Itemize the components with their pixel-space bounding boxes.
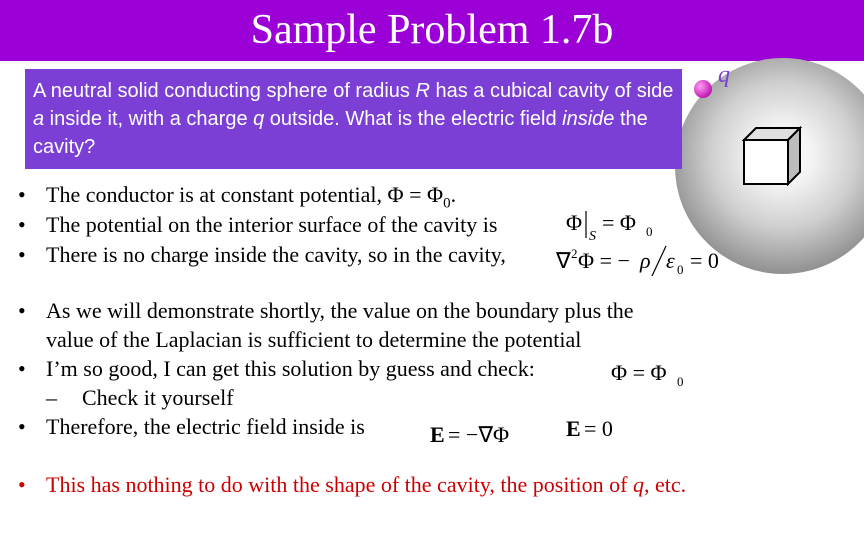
note-text-end: , etc. [644,472,687,497]
svg-text:ε: ε [666,248,675,273]
problem-var-q: q [253,108,265,130]
svg-text:Φ: Φ [566,210,583,235]
problem-text-part: inside it, with a charge [44,108,254,130]
bullet-text: The potential on the interior surface of the cavity is [46,212,498,237]
sub-bullet-check: – Check it yourself [46,385,234,410]
note-var-q: q [633,472,644,497]
problem-text-part: the cavity? [33,108,648,158]
equation-boundary [566,208,666,249]
svg-text:S: S [589,229,596,242]
sub-bullet-text: Check it yourself [82,385,234,410]
svg-text:Φ = Φ: Φ = Φ [611,360,667,385]
problem-text-part: has a cubical cavity of side [429,80,674,102]
svg-text:ρ: ρ [640,248,651,273]
equation-guess [611,356,691,397]
problem-var-a: a [33,108,45,130]
subscript: 0 [443,195,451,212]
note-text: This has nothing to do with the shape of the cavity, the position of [46,472,633,497]
problem-var-R: R [415,80,430,102]
bullet-final-note: • This has nothing to do with the shape of the cavity, the position of q, etc. [18,472,687,497]
bullet-uniqueness-continued: value of the Laplacian is sufficient to determine the potential [46,327,582,352]
problem-text-part: A neutral solid conducting sphere of radius [33,80,416,102]
equation-efield-result [566,412,636,453]
equation-efield-definition [430,418,530,459]
bullet-guess-check: • I’m so good, I can get this solution by guess and check: [18,356,535,381]
bullet-no-charge: • There is no charge inside the cavity, so in the cavity, [18,242,506,267]
bullet-end: . [450,182,457,207]
svg-text:= 0: = 0 [690,248,719,273]
bullet-uniqueness: • As we will demonstrate shortly, the value on the boundary plus the [18,298,634,323]
svg-text:0: 0 [646,224,653,239]
svg-text:0: 0 [677,374,684,389]
problem-emph-inside: inside [562,108,615,130]
cubical-cavity [742,126,802,186]
bullet-text: There is no charge inside the cavity, so in the cavity, [46,242,506,267]
bullet-interior-surface: • The potential on the interior surface of the cavity is [18,212,498,237]
svg-text:E: E [566,416,581,441]
bullet-text: As we will demonstrate shortly, the value on the boundary plus the [46,298,634,323]
svg-text:Φ = −: Φ = − [578,248,630,273]
equation-laplace [556,244,736,285]
slide-title: Sample Problem 1.7b [250,7,614,53]
svg-text:2: 2 [571,246,578,261]
problem-text-part: outside. What is the electric field [264,108,563,130]
charge-label: q [718,62,730,88]
svg-text:= 0: = 0 [584,416,613,441]
charge-dot [694,80,712,98]
bullet-text: The conductor is at constant potential, Φ = Φ [46,182,444,207]
svg-text:= Φ: = Φ [602,210,636,235]
bullet-text: I’m so good, I can get this solution by guess and check: [46,356,535,381]
problem-box [25,69,682,169]
bullet-constant-potential: • The conductor is at constant potential, $\Phi = \Phi_0$. [18,182,457,212]
svg-text:∇: ∇ [556,248,571,273]
svg-text:0: 0 [677,262,684,277]
bullet-text: Therefore, the electric field inside is [46,414,365,439]
svg-text:= −∇Φ: = −∇Φ [448,422,510,447]
bullet-therefore: • Therefore, the electric field inside is [18,414,365,439]
svg-text:E: E [430,422,445,447]
problem-statement [33,77,678,161]
